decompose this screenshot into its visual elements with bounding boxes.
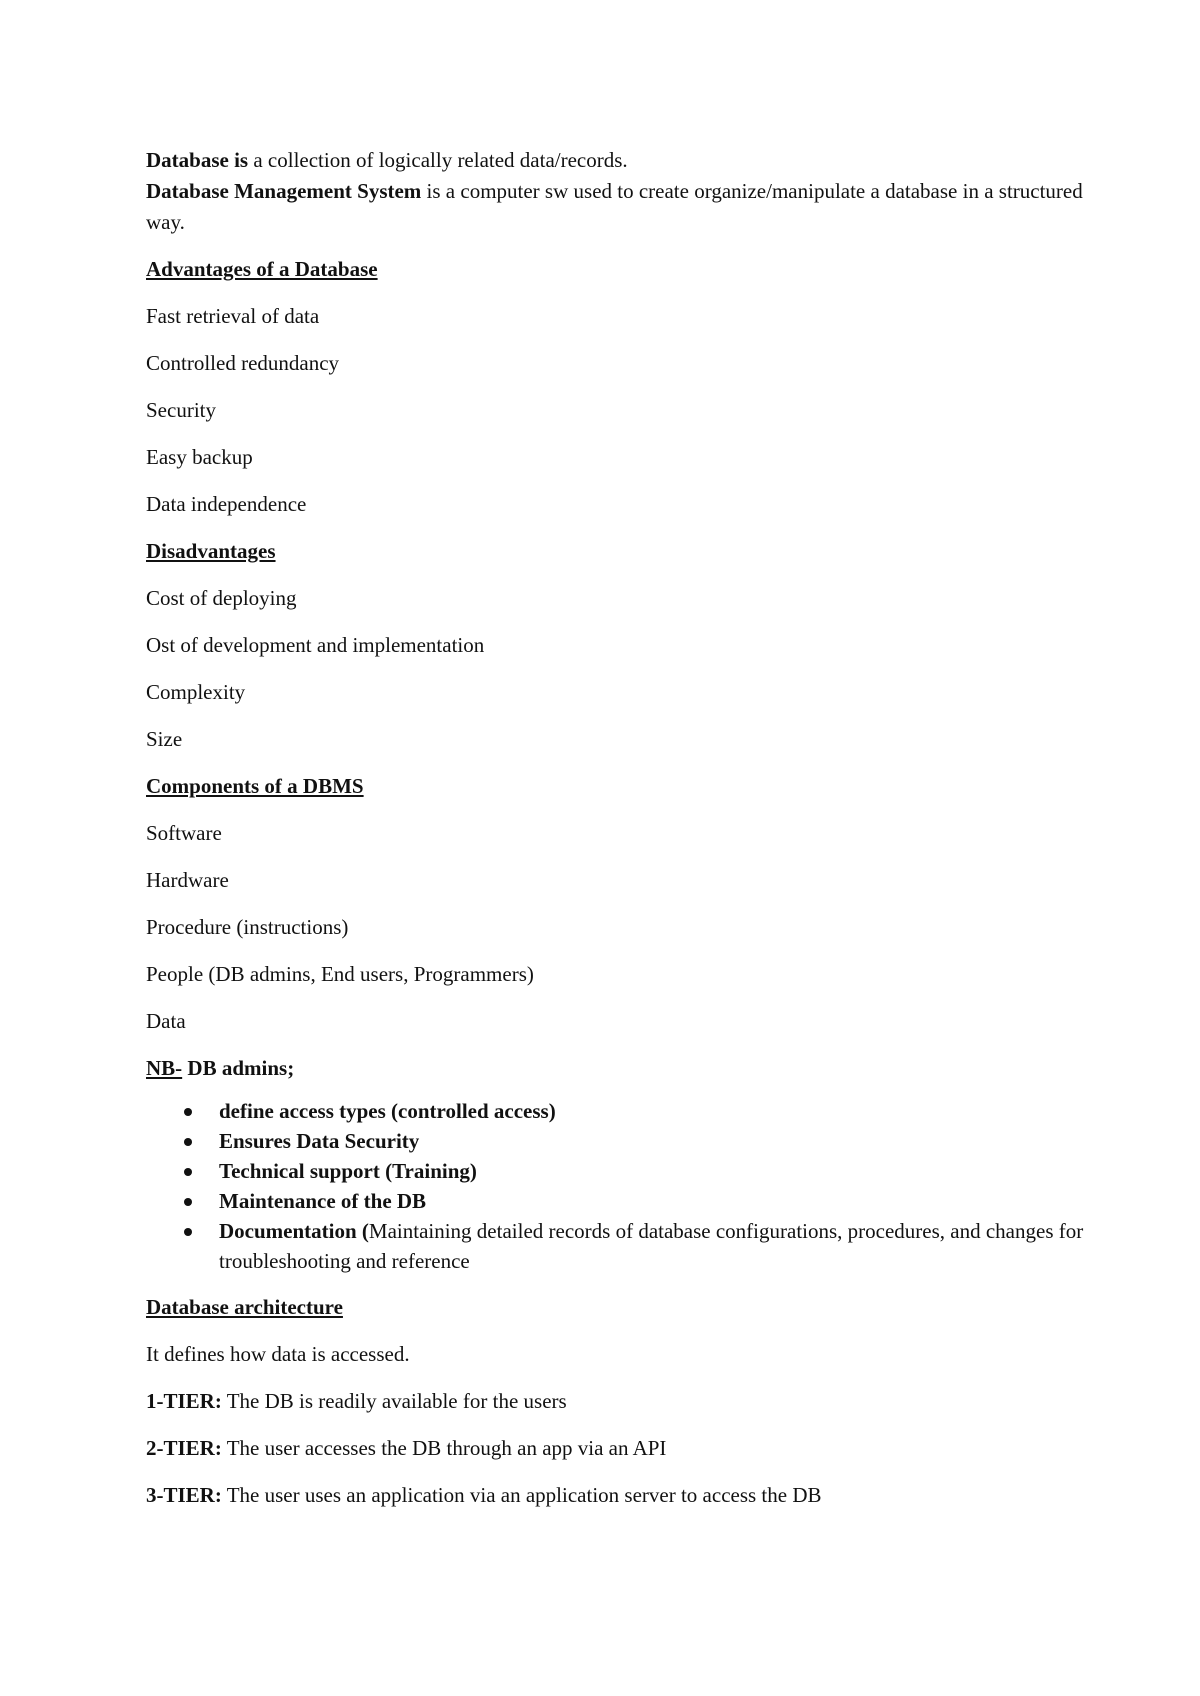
database-definition [146, 145, 1086, 176]
tier-item [146, 1386, 1086, 1417]
disadvantages-list [146, 583, 1086, 755]
tier-term: 2-TIER: [146, 1436, 222, 1460]
duty-bold: Technical support (Training) [219, 1159, 477, 1183]
architecture-intro: It defines how data is accessed. [146, 1342, 410, 1366]
components-heading: Components of a DBMS [146, 774, 364, 798]
advantage-item: Data independence [146, 492, 307, 516]
intro-section [146, 145, 1086, 238]
component-item: Data [146, 1009, 186, 1033]
tier-term: 1-TIER: [146, 1389, 222, 1413]
tier-item [146, 1480, 1086, 1511]
component-item: People (DB admins, End users, Programmers) [146, 962, 534, 986]
dbms-definition [146, 176, 1086, 238]
dbms-term: Database Management System [146, 179, 422, 203]
tiers-list [146, 1386, 1086, 1511]
duty-item [146, 1126, 1086, 1156]
component-item: Software [146, 821, 222, 845]
disadvantage-item: Size [146, 727, 183, 751]
advantage-item: Security [146, 398, 216, 422]
architecture-heading: Database architecture [146, 1295, 343, 1319]
db-admin-duties-list [146, 1096, 1086, 1276]
tier-description: The DB is readily available for the users [221, 1389, 567, 1413]
advantage-item: Easy backup [146, 445, 253, 469]
database-definition-text: a collection of logically related data/records. [248, 148, 628, 172]
disadvantages-heading: Disadvantages [146, 539, 276, 563]
tier-term: 3-TIER: [146, 1483, 222, 1507]
duty-bold: define access types (controlled access) [219, 1099, 556, 1123]
advantage-item: Controlled redundancy [146, 351, 340, 375]
duty-item [146, 1186, 1086, 1216]
disadvantage-item: Complexity [146, 680, 246, 704]
component-item: Procedure (instructions) [146, 915, 349, 939]
database-term: Database is [146, 148, 249, 172]
duty-item [146, 1216, 1086, 1276]
components-list [146, 818, 1086, 1037]
nb-heading [146, 1053, 1086, 1084]
nb-label: NB- [146, 1056, 183, 1080]
disadvantage-item: Ost of development and implementation [146, 633, 485, 657]
advantage-item: Fast retrieval of data [146, 304, 320, 328]
nb-text: DB admins; [182, 1056, 295, 1080]
duty-item [146, 1096, 1086, 1126]
duty-bold: Ensures Data Security [219, 1129, 420, 1153]
disadvantage-item: Cost of deploying [146, 586, 297, 610]
document-page [146, 145, 1086, 1527]
advantages-heading: Advantages of a Database [146, 257, 378, 281]
duty-bold: Documentation ( [219, 1219, 369, 1243]
duty-item [146, 1156, 1086, 1186]
duty-bold: Maintenance of the DB [219, 1189, 427, 1213]
advantages-list [146, 301, 1086, 520]
tier-description: The user uses an application via an application server to access the DB [221, 1483, 822, 1507]
tier-item [146, 1433, 1086, 1464]
tier-description: The user accesses the DB through an app via an API [221, 1436, 667, 1460]
dbms-definition-text: is a computer sw used to create organize/manipulate a database in a structured way. [146, 179, 1083, 234]
duty-text: Maintaining detailed records of database configurations, procedures, and changes for troubleshooting and reference [219, 1219, 1084, 1273]
component-item: Hardware [146, 868, 229, 892]
